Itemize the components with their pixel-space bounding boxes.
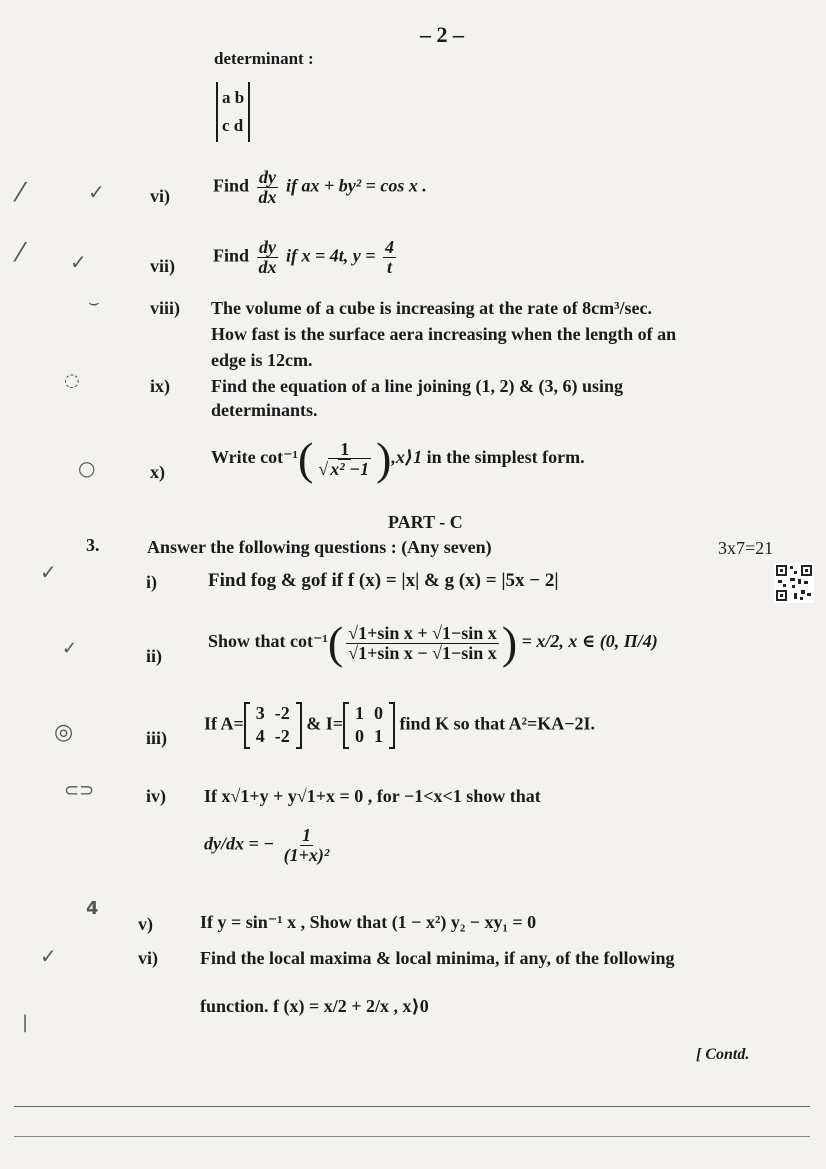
part-c-heading: PART - C (388, 512, 463, 532)
tick-mark: ⁄ (18, 178, 23, 208)
q-text: ,x⟩1 (391, 447, 423, 468)
question-number: ix) (150, 376, 170, 396)
tick-mark: ⁄ (18, 238, 23, 268)
matrix-cell: 0 (355, 726, 365, 747)
question-vii (213, 238, 399, 277)
question-number: iii) (146, 728, 167, 748)
derivative-fraction (282, 826, 332, 865)
fraction-4-t: $\frac{4}{t}$ (385, 237, 395, 277)
question-number: ii) (146, 646, 162, 666)
q-text: in the simplest form. (426, 447, 585, 468)
q-text: Find (213, 175, 250, 196)
question-number: vi) (150, 186, 170, 206)
numerator: 1 (301, 825, 311, 845)
question-ix-line2: determinants. (211, 400, 318, 420)
tick-mark: ✓ (40, 560, 57, 584)
question-c-vi-line1: Find the local maxima & local minima, if any, of the following (200, 948, 675, 968)
question-x: Write cot⁻¹( $\frac{1}{\text{√ x² −1}}$ ),x⟩1 in the simplest form. (211, 433, 585, 484)
q-text: if x = 4t, y = (286, 245, 376, 266)
matrix-cell: -2 (274, 703, 290, 723)
question-c-iii (204, 702, 595, 749)
question-vi (213, 168, 427, 207)
marks: 3x7=21 (718, 538, 774, 558)
matrix-i (343, 702, 395, 749)
dy-dx-fraction: $\frac{dy}{dx}$ (258, 237, 277, 277)
cot-fraction (346, 624, 499, 663)
q-text: if ax + by² = cos x . (286, 175, 427, 196)
tick-mark: ✓ (88, 180, 105, 204)
q-text: dy/dx = − (204, 833, 275, 854)
question-number: v) (138, 914, 153, 934)
circle-mark: ⊂⊃ (64, 780, 95, 801)
matrix-cell: 3 (255, 703, 265, 723)
cot-inverse: cot⁻¹ (290, 631, 328, 652)
tick-mark: ✓ (70, 250, 87, 274)
question-viii-line1: The volume of a cube is increasing at the rate of 8cm³/sec. (211, 298, 652, 318)
det-row-2: c d (222, 116, 244, 135)
question-c-v: If y = sin⁻¹ x , Show that (1 − x²) y₂ − xy₁ = 0 (200, 912, 537, 932)
q-text: & I= (306, 713, 344, 734)
question-c-vi-line2: function. f (x) = x/2 + 2/x , x⟩0 (200, 996, 429, 1016)
question-number: viii) (150, 298, 180, 318)
determinant-label: determinant : (214, 49, 314, 68)
matrix-cell: 1 (374, 726, 384, 747)
question-c-iv: If x√1+y + y√1+x = 0 , for −1<x<1 show that (204, 786, 541, 806)
q-text: If (204, 713, 217, 734)
page-number: – 2 – (420, 22, 464, 47)
question-ix-line1: Find the equation of a line joining (1, 2) & (3, 6) using (211, 376, 624, 396)
divider (14, 1136, 810, 1137)
question-number: iv) (146, 786, 166, 806)
q-text: Find (213, 245, 250, 266)
matrix-cell: 1 (355, 703, 365, 723)
tick-mark: ⌣ (88, 292, 100, 313)
denominator: (1+x)² (283, 844, 330, 865)
q-text: A= (220, 713, 244, 734)
matrix-cell: 0 (374, 703, 384, 723)
question-viii-line2: How fast is the surface aera increasing when the length of an (211, 324, 677, 344)
circle-mark: ◌ (64, 370, 80, 391)
q-text: = x/2, x ∈ (0, Π/4) (521, 631, 658, 652)
question-viii-line3: edge is 12cm. (211, 350, 313, 370)
matrix-cell: 4 (255, 726, 265, 747)
divider (14, 1106, 810, 1107)
det-row-1: a b (222, 88, 245, 107)
fraction-1-sqrt: $\frac{1}{\text{√ x² −1}}$ (318, 438, 370, 479)
circle-mark: ◎ (54, 720, 74, 745)
question-number: vi) (138, 948, 158, 968)
question-number: x) (150, 462, 165, 482)
question-number: i) (146, 572, 157, 592)
cot-inverse: cot⁻¹ (260, 447, 299, 468)
contd-label: [ Contd. (696, 1046, 750, 1063)
q-text: Write (211, 447, 256, 468)
q-text: Show that (208, 631, 286, 652)
part-c-instruction: Answer the following questions : (Any seven) (147, 537, 492, 557)
matrix-cell: -2 (274, 726, 290, 747)
pen-mark: | (22, 1012, 29, 1033)
question-number: vii) (150, 256, 175, 276)
question-c-i: Find fog & gof if f (x) = |x| & g (x) = |5x − 2| (208, 570, 559, 591)
handwritten-mark: 4 (86, 898, 99, 919)
qr-code-icon (774, 563, 814, 603)
determinant-matrix (216, 82, 250, 142)
question-c-ii: Show that cot⁻¹( $\frac{\text{√1+sin x + √1−sin x}}{\text{√1+sin x − √1−sin x}}$ ) = x/2, x ∈ (0, Π/4) (208, 617, 658, 668)
numerator: √1+sin x + √1−sin x (348, 622, 497, 643)
denominator: √1+sin x − √1−sin x (348, 642, 497, 663)
question-3-number: 3. (86, 535, 100, 555)
matrix-a (244, 702, 302, 749)
dy-dx-fraction: $\frac{dy}{dx}$ (258, 167, 277, 207)
circle-mark: ○ (78, 456, 96, 480)
tick-mark: ✓ (62, 638, 78, 659)
tick-mark: ✓ (40, 944, 57, 968)
q-text: find K so that A²=KA−2I. (399, 713, 595, 734)
question-c-iv-derivative (204, 826, 334, 865)
